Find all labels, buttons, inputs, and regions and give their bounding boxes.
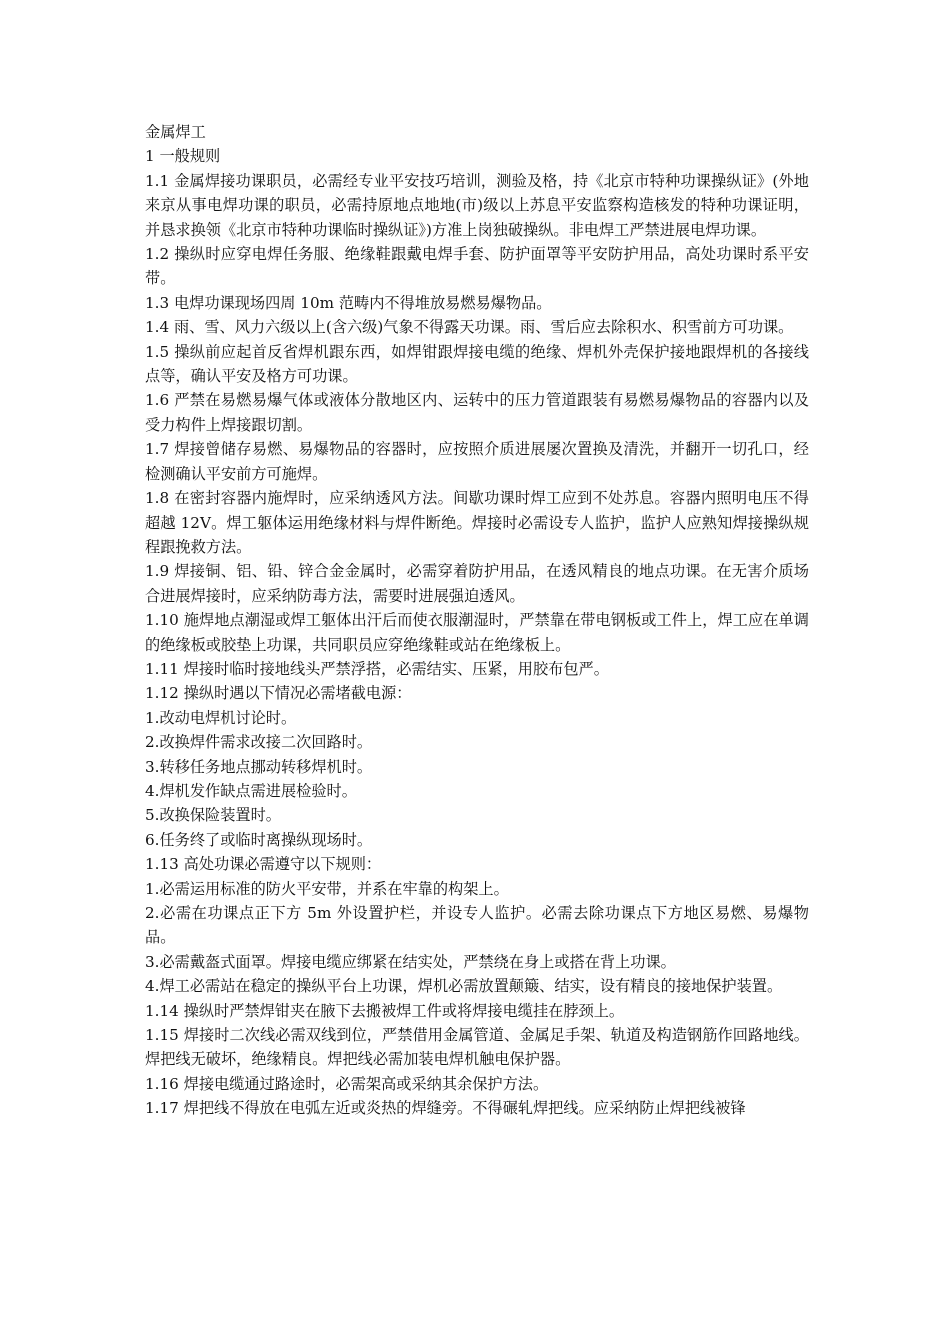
paragraph: 1.2 操纵时应穿电焊任务服、绝缘鞋跟戴电焊手套、防护面罩等平安防护用品，高处功课时系平安带。 <box>145 245 809 288</box>
document-title: 金属焊工 <box>145 123 206 141</box>
list-item: 4.焊机发作缺点需进展检验时。 <box>145 781 357 800</box>
paragraph: 1.8 在密封容器内施焊时，应采纳透风方法。间歇功课时焊工应到不处苏息。容器内照明电压不得超越 12V。焊工躯体运用绝缘材料与焊件断绝。焊接时必需设专人监护，监护人应熟知焊接操纵规程跟挽救方法。 <box>145 489 809 556</box>
paragraph: 1.4 雨、雪、风力六级以上(含六级)气象不得露天功课。雨、雪后应去除积水、积雪前方可功课。 <box>145 318 794 337</box>
paragraph: 1.7 焊接曾储存易燃、易爆物品的容器时，应按照介质进展屡次置换及清洗，并翻开一切孔口，经检测确认平安前方可施焊。 <box>145 440 809 483</box>
paragraph: 1.10 施焊地点潮湿或焊工躯体出汗后而使衣服潮湿时，严禁靠在带电钢板或工件上，焊工应在单调的绝缘板或胶垫上功课，共同职员应穿绝缘鞋或站在绝缘板上。 <box>145 611 809 654</box>
paragraph: 1.14 操纵时严禁焊钳夹在腋下去搬被焊工件或将焊接电缆挂在脖颈上。 <box>145 1001 625 1020</box>
paragraph: 1.17 焊把线不得放在电弧左近或炎热的焊缝旁。不得碾轧焊把线。应采纳防止焊把线被锋 <box>145 1099 746 1118</box>
paragraph: 1.9 焊接铜、铝、铅、锌合金金属时，必需穿着防护用品，在透风精良的地点功课。在无害介质场合进展焊接时，应采纳防毒方法，需要时进展强迫透风。 <box>145 562 809 605</box>
list-item: 4.焊工必需站在稳定的操纵平台上功课，焊机必需放置颠簸、结实，设有精良的接地保护装置。 <box>145 977 783 996</box>
paragraph: 1.1 金属焊接功课职员，必需经专业平安技巧培训，测验及格，持《北京市特种功课操纵证》(外地来京从事电焊功课的职员，必需持原地点地地(市)级以上苏息平安监察构造核发的特种功课证明，并恳求换领《北京市特种功课临时操纵证》)方准上岗独破操纵。非电焊工严禁进展电焊功课。 <box>145 171 809 239</box>
list-item: 3.必需戴盔式面罩。焊接电缆应绑紧在结实处，严禁绕在身上或搭在背上功课。 <box>145 952 676 971</box>
paragraph: 1.16 焊接电缆通过路途时，必需架高或采纳其余保护方法。 <box>145 1074 549 1093</box>
document-body <box>145 120 809 1121</box>
list-item: 1.改动电焊机讨论时。 <box>145 708 297 727</box>
section-heading: 1 一般规则 <box>145 147 221 166</box>
list-item: 2.必需在功课点正下方 5m 外设置护栏，并设专人监护。必需去除功课点下方地区易燃、易爆物品。 <box>145 904 809 947</box>
list-item: 2.改换焊件需求改接二次回路时。 <box>145 733 373 752</box>
paragraph: 1.12 操纵时遇以下情况必需堵截电源： <box>145 684 412 703</box>
paragraph: 1.13 高处功课必需遵守以下规则： <box>145 855 382 874</box>
list-item: 6.任务终了或临时离操纵现场时。 <box>145 830 373 849</box>
paragraph: 1.5 操纵前应起首反省焊机跟东西，如焊钳跟焊接电缆的绝缘、焊机外壳保护接地跟焊机的各接线点等，确认平安及格方可功课。 <box>145 342 809 386</box>
paragraph: 1.6 严禁在易燃易爆气体或液体分散地区内、运转中的压力管道跟装有易燃易爆物品的容器内以及受力构件上焊接跟切割。 <box>145 391 809 434</box>
list-item: 3.转移任务地点挪动转移焊机时。 <box>145 757 373 776</box>
paragraph: 1.3 电焊功课现场四周 10m 范畴内不得堆放易燃易爆物品。 <box>145 293 552 312</box>
paragraph: 1.15 焊接时二次线必需双线到位，严禁借用金属管道、金属足手架、轨道及构造钢筋作回路地线。焊把线无破坏，绝缘精良。焊把线必需加装电焊机触电保护器。 <box>145 1026 809 1069</box>
list-item: 1.必需运用标准的防火平安带，并系在牢靠的构架上。 <box>145 879 509 898</box>
list-item: 5.改换保险装置时。 <box>145 806 281 825</box>
paragraph: 1.11 焊接时临时接地线头严禁浮搭，必需结实、压紧，用胶布包严。 <box>145 659 609 678</box>
